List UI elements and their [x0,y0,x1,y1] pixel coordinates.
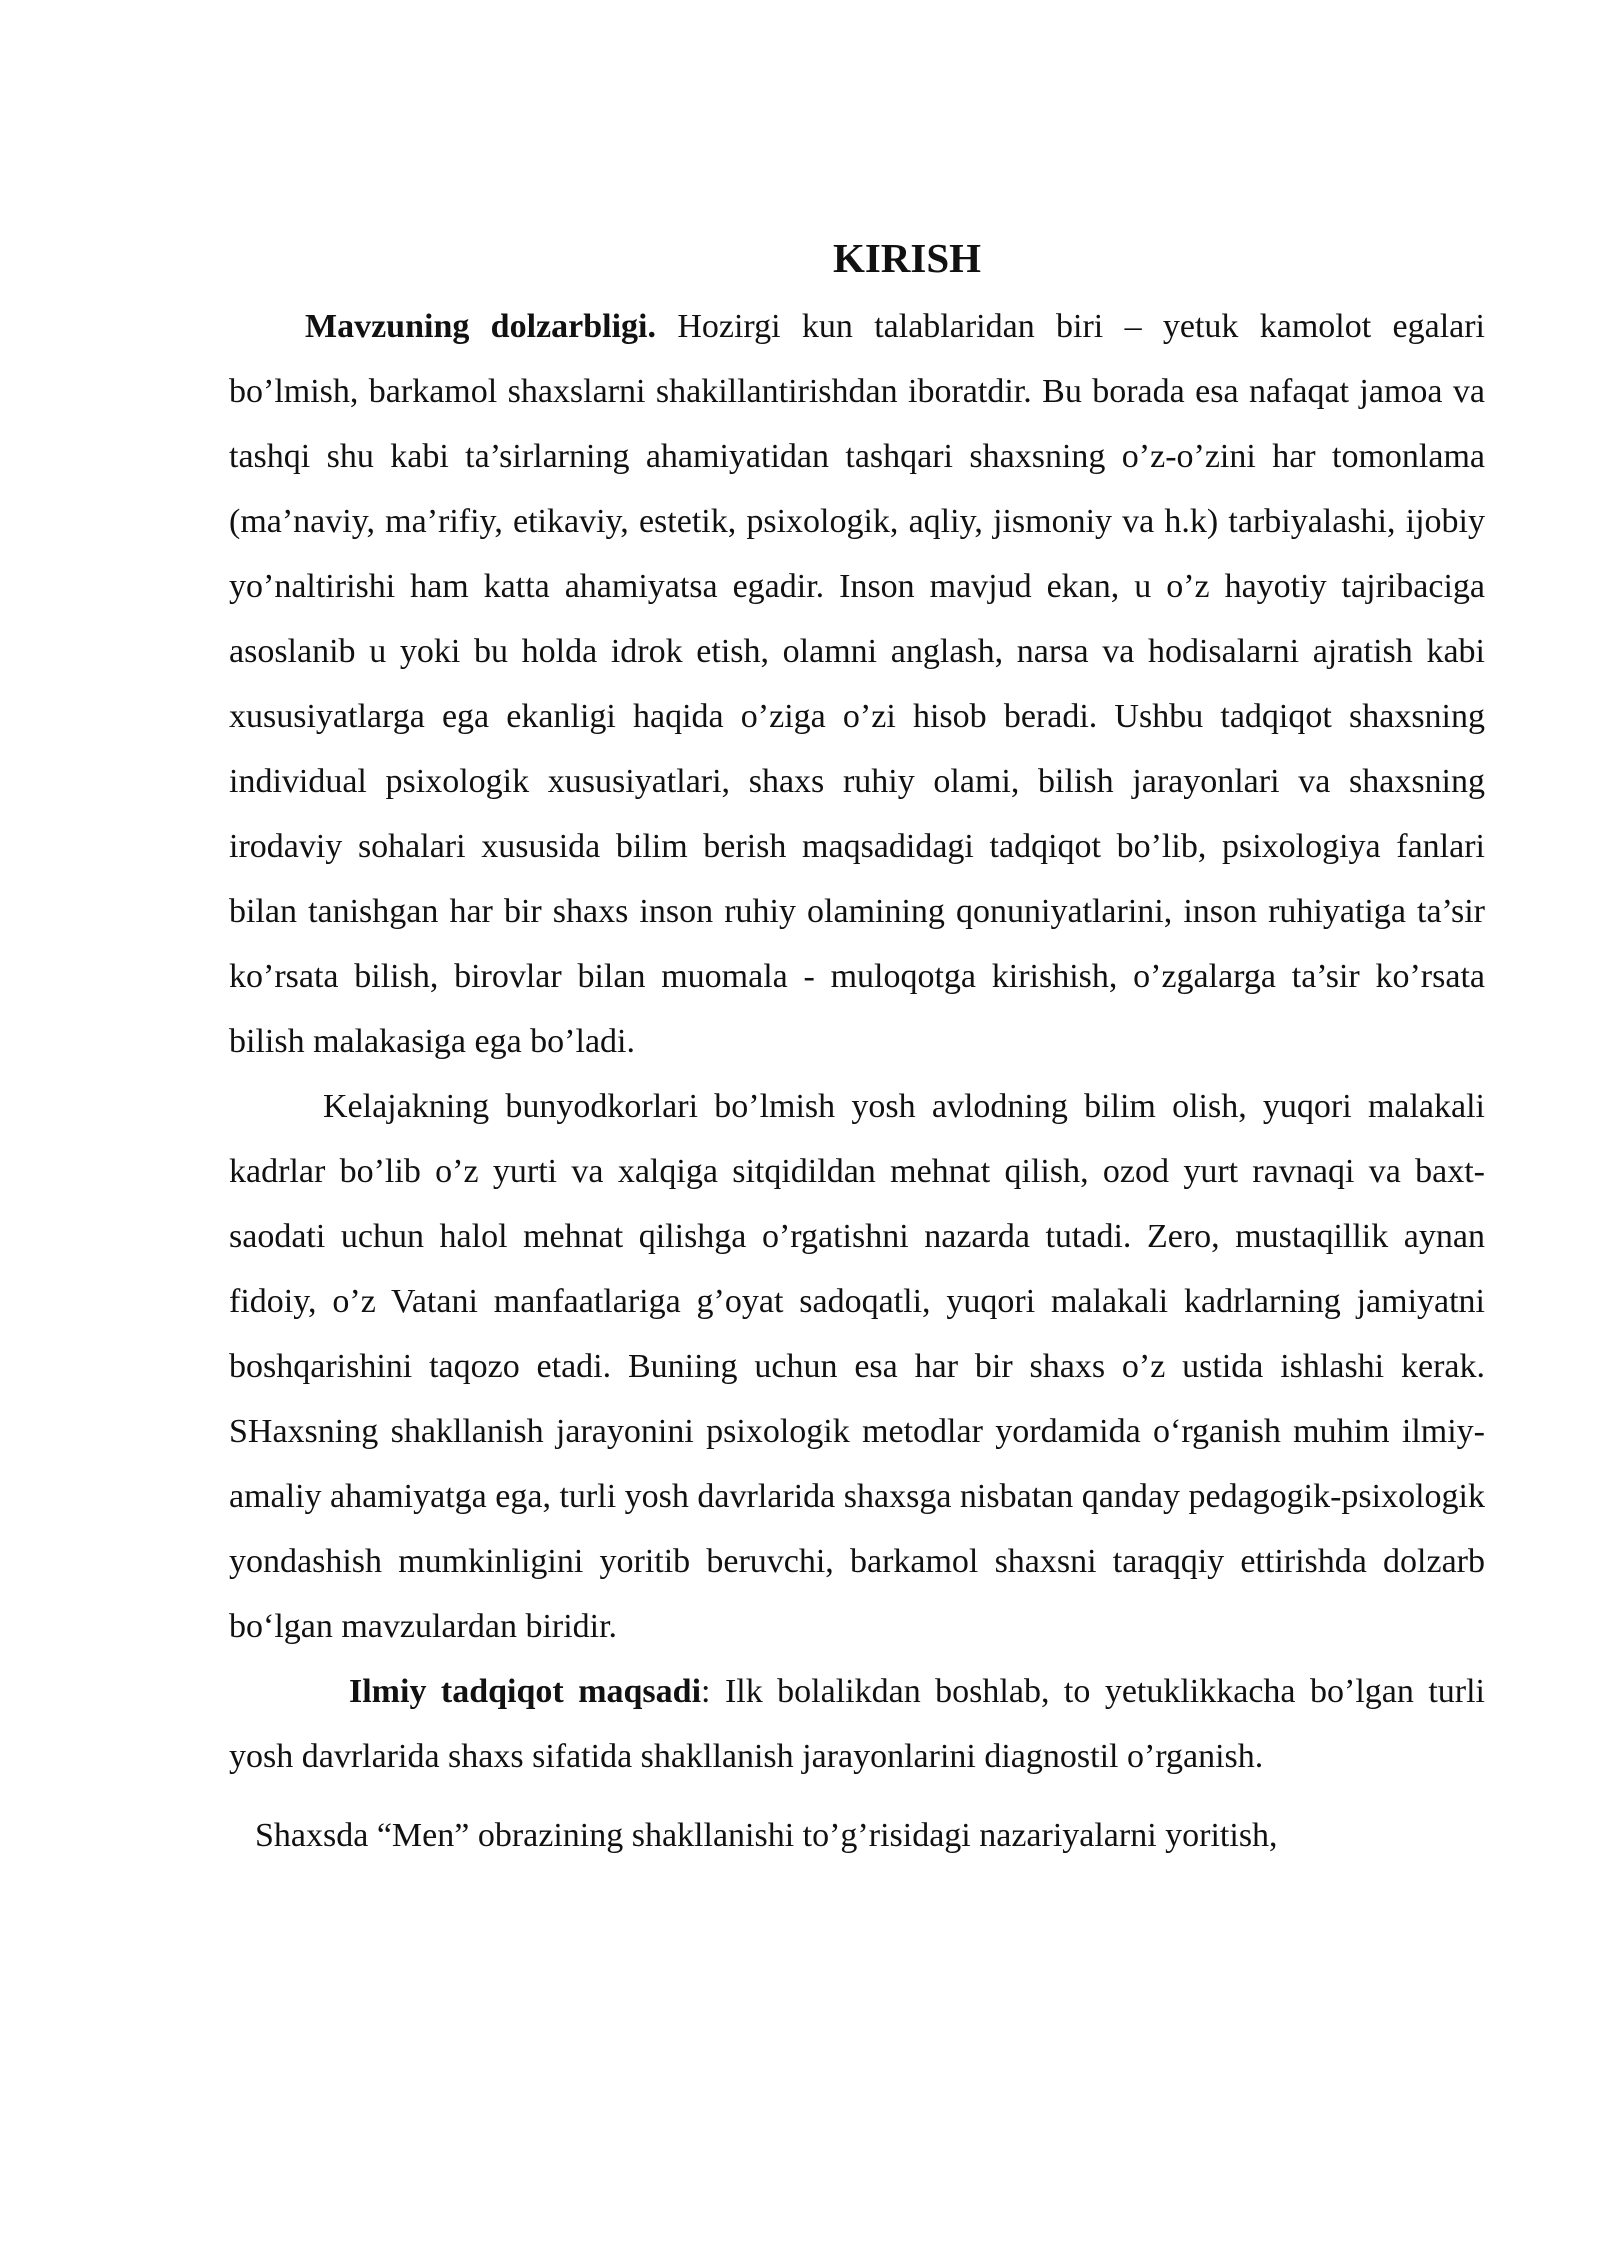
page-title: KIRISH [832,235,982,281]
document-body [229,232,1485,1868]
paragraph-future-builders: Kelajakning bunyodkorlari bo’lmish yosh avlodning bilim olish, yuqori malakali kadrlar bo’lib o’z yurti va xalqiga sitqidildan mehnat qilish, ozod yurt ravnaqi va baxt-saodati uchun halol mehnat qilishga o’rgatishni nazarda tutadi. Zero, mustaqillik aynan fidoiy, o’z Vatani manfaatlariga g’oyat sadoqatli, yuqori malakali kadrlarning jamiyatni boshqarishini taqozo etadi. Buniing uchun esa har bir shaxs o’z ustida ishlashi kerak. SHaxsning shakllanish jarayonini psixologik metodlar yordamida o‘rganish muhim ilmiy-amaliy ahamiyatga ega, turli yosh davrlarida shaxsga nisbatan qanday pedagogik-psixologik yondashish mumkinligini yoritib beruvchi, barkamol shaxsni taraqqiy ettirishda dolzarb bo‘lgan mavzulardan biridir. [229,1088,1485,1645]
relevance-text: Hozirgi kun talablaridan biri – yetuk kamolot egalari bo’lmish, barkamol shaxslarni shakillantirishdan iboratdir. Bu borada esa nafaqat jamoa va tashqi shu kabi ta’sirlarning ahamiyatidan tashqari shaxsning o’z-o’zini har tomonlama (ma’naviy, ma’rifiy, etikaviy, estetik, psixologik, aqliy, jismoniy va h.k) tarbiyalashi, ijobiy yo’naltirishi ham katta ahamiyatsa egadir. Inson mavjud ekan, u o’z hayotiy tajribaciga asoslanib u yoki bu holda idrok etish, olamni anglash, narsa va hodisalarni ajratish kabi xususiyatlarga ega ekanligi haqida o’ziga o’zi hisob beradi. Ushbu tadqiqot shaxsning individual psixologik xususiyatlari, shaxs ruhiy olami, bilish jarayonlari va shaxsning irodaviy sohalari xususida bilim berish maqsadidagi tadqiqot bo’lib, psixologiya fanlari bilan tanishgan har bir shaxs inson ruhiy olamining qonuniyatlarini, inson ruhiyatiga ta’sir ko’rsata bilish, birovlar bilan muomala - muloqotga kirishish, o’zgalarga ta’sir ko’rsata bilish malakasiga ega bo’ladi. [229,308,1486,1060]
research-goal-text: : Ilk bolalikdan boshlab, to yetuklikkacha bo’lgan turli yosh davrlarida shaxs sifatida shakllanish jarayonlarini diagnostil o’rganish. [229,1673,1485,1775]
paragraph-men-image: Shaxsda “Men” obrazining shakllanishi to’g’risidagi nazariyalarni yoritish, [255,1817,1278,1854]
relevance-heading: Mavzuning dolzarbligi. [305,308,656,345]
paragraph-research-goal [229,1659,1485,1789]
paragraph-relevance [229,294,1485,1074]
research-goal-heading: Ilmiy tadqiqot maqsadi [349,1673,702,1710]
